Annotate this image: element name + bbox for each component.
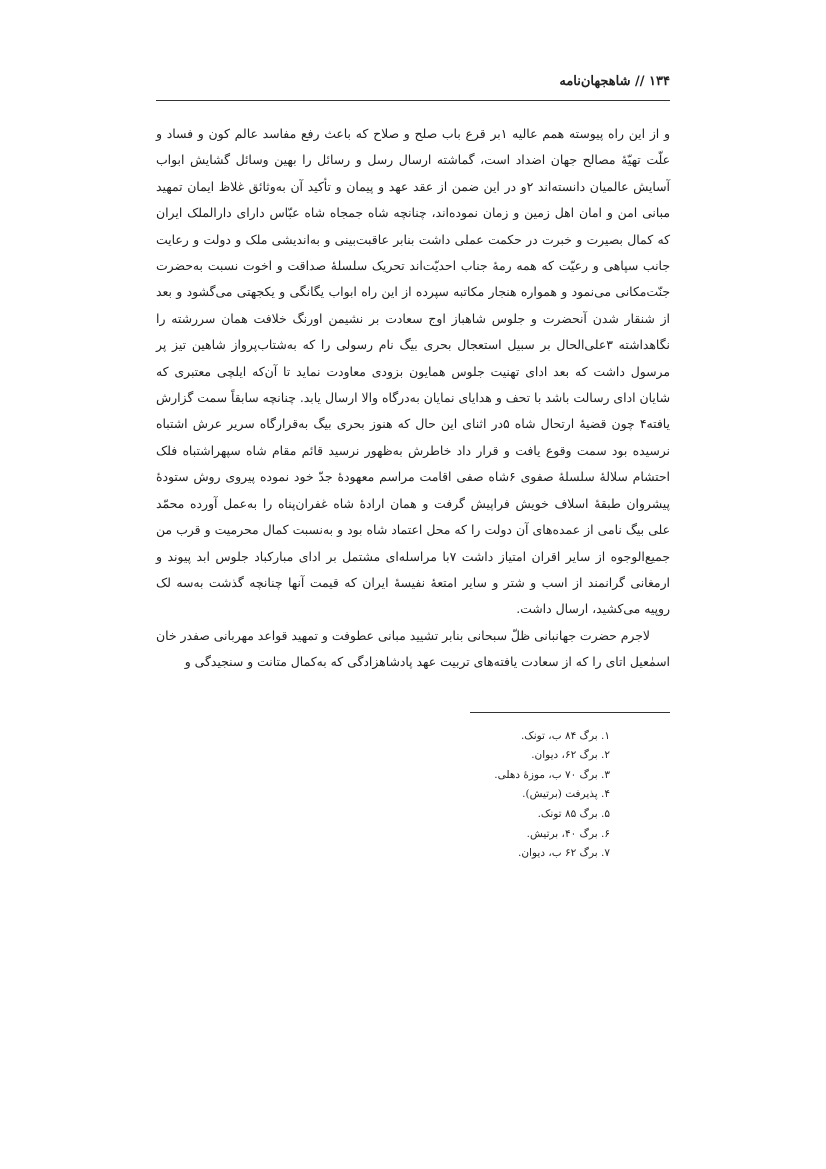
main-text bbox=[156, 121, 670, 676]
running-header: ۱۳۴ // شاهجهان‌نامه bbox=[559, 74, 670, 89]
header-rule bbox=[156, 100, 670, 101]
footnote-rule bbox=[470, 712, 670, 713]
footnote-item: ۱. برگ ۸۴ ب، تونک. bbox=[520, 729, 610, 742]
paragraph-1: و از این راه پیوسته همم عالیه ۱بر قرع باب صلح و صلاح که باعث رفع مفاسد عالم کون و فساد و علّت تهیّهٔ مصالح جهان اضداد است، گماشته ارسال رسل و رسائل را بهین وسائل گشایش ابواب آسایش عالمیان دانسته‌اند ۲و در این ضمن از عقد عهد و پیمان و تأکید آن به‌وثائق غلاظ ایمان تمهید مبانی امن و امان اهل زمین و زمان نموده‌اند، چنانچه شاه جمجاه شاه عبّاس دارای دارالملک ایران که کمال بصیرت و خبرت در حکمت عملی داشت بنابر عاقبت‌بینی و به‌اندیشی ملک و دولت و رعایت جانب سپاهی و رعیّت که همه رمهٔ جناب احدیّت‌اند تحریک سلسلهٔ صداقت و اخوت نسبت به‌حضرت جنّت‌مکانی می‌نمود و همواره هنجار مکاتبه سپرده از این راه ابواب یگانگی و یکجهتی می‌گشود و بعد از شنقار شدن آنحضرت و جلوس شاهباز اوج سعادت بر نشیمن اورنگ خلافت همان سررشته را نگاهداشته ۳علی‌الحال بر سبیل استعجال بحری بیگ نام رسولی را که به‌شتاب‌پرواز شاهین تیز پر مرسول داشت که بعد ادای تهنیت جلوس همایون بزودی معاودت نماید تا آن‌که ایلچی معتبری که شایان ادای رسالت باشد با تحف و هدایای نمایان به‌درگاه والا ارسال یابد. چنانچه سابقاً سمت گزارش یافته۴ چون قضیهٔ ارتحال شاه ۵در اثنای این حال که هنوز بحری بیگ به‌قرارگاه سریر عرش اشتباه نرسیده بود سمت وقوع یافت و قرار داد خاطرش به‌ظهور نرسید قائم مقام شاه سپهراشتباه فلک احتشام سلالهٔ سلسلهٔ صفوی ۶شاه صفی اقامت مراسم معهودهٔ جدّ خود نموده پیروی روش ستودهٔ پیشروان طبقهٔ اسلاف خویش فراپیش گرفت و همان ارادهٔ شاه غفران‌پناه را به‌عمل آورده محمّد علی بیگ نامی از عمده‌های آن دولت را که محل اعتماد شاه بود و به‌نسبت کمال محرمیت و قرب من جمیع‌الوجوه از سایر اقران امتیاز داشت ۷با مراسله‌ای مشتمل بر ادای مبارکباد جلوس ابد پیوند و ارمغانی گرانمند از اسب و شتر و سایر امتعهٔ نفیسهٔ ایران که قیمت آنها چنانچه گذشت به‌سه لک روپیه می‌کشید، ارسال داشت. bbox=[156, 126, 671, 617]
footnotes-list bbox=[156, 727, 670, 864]
footnote-item: ۲. برگ ۶۲، دیوان. bbox=[531, 749, 610, 762]
paragraph-2: لاجرم حضرت جهانبانی ظلّ سبحانی بنابر تشیید مبانی عطوفت و تمهید قواعد مهربانی صفدر خان اسمٰعیل اتای را که از سعادت یافته‌های تربیت عهد پادشاهزادگی که به‌کمال متانت و سنجیدگی و bbox=[156, 627, 670, 670]
footnote-item: ۷. برگ ۶۲ ب، دیوان. bbox=[518, 847, 610, 860]
document-page bbox=[156, 72, 670, 864]
footnote-item: ۳. برگ ۷۰ ب، موزهٔ دهلی. bbox=[494, 768, 610, 781]
footnote-item: ۵. برگ ۸۵ تونک. bbox=[537, 807, 610, 820]
footnote-item: ۶. برگ ۴۰، برتیش. bbox=[526, 827, 610, 840]
footnote-item: ۴. پذیرفت (برتیش). bbox=[522, 788, 610, 801]
